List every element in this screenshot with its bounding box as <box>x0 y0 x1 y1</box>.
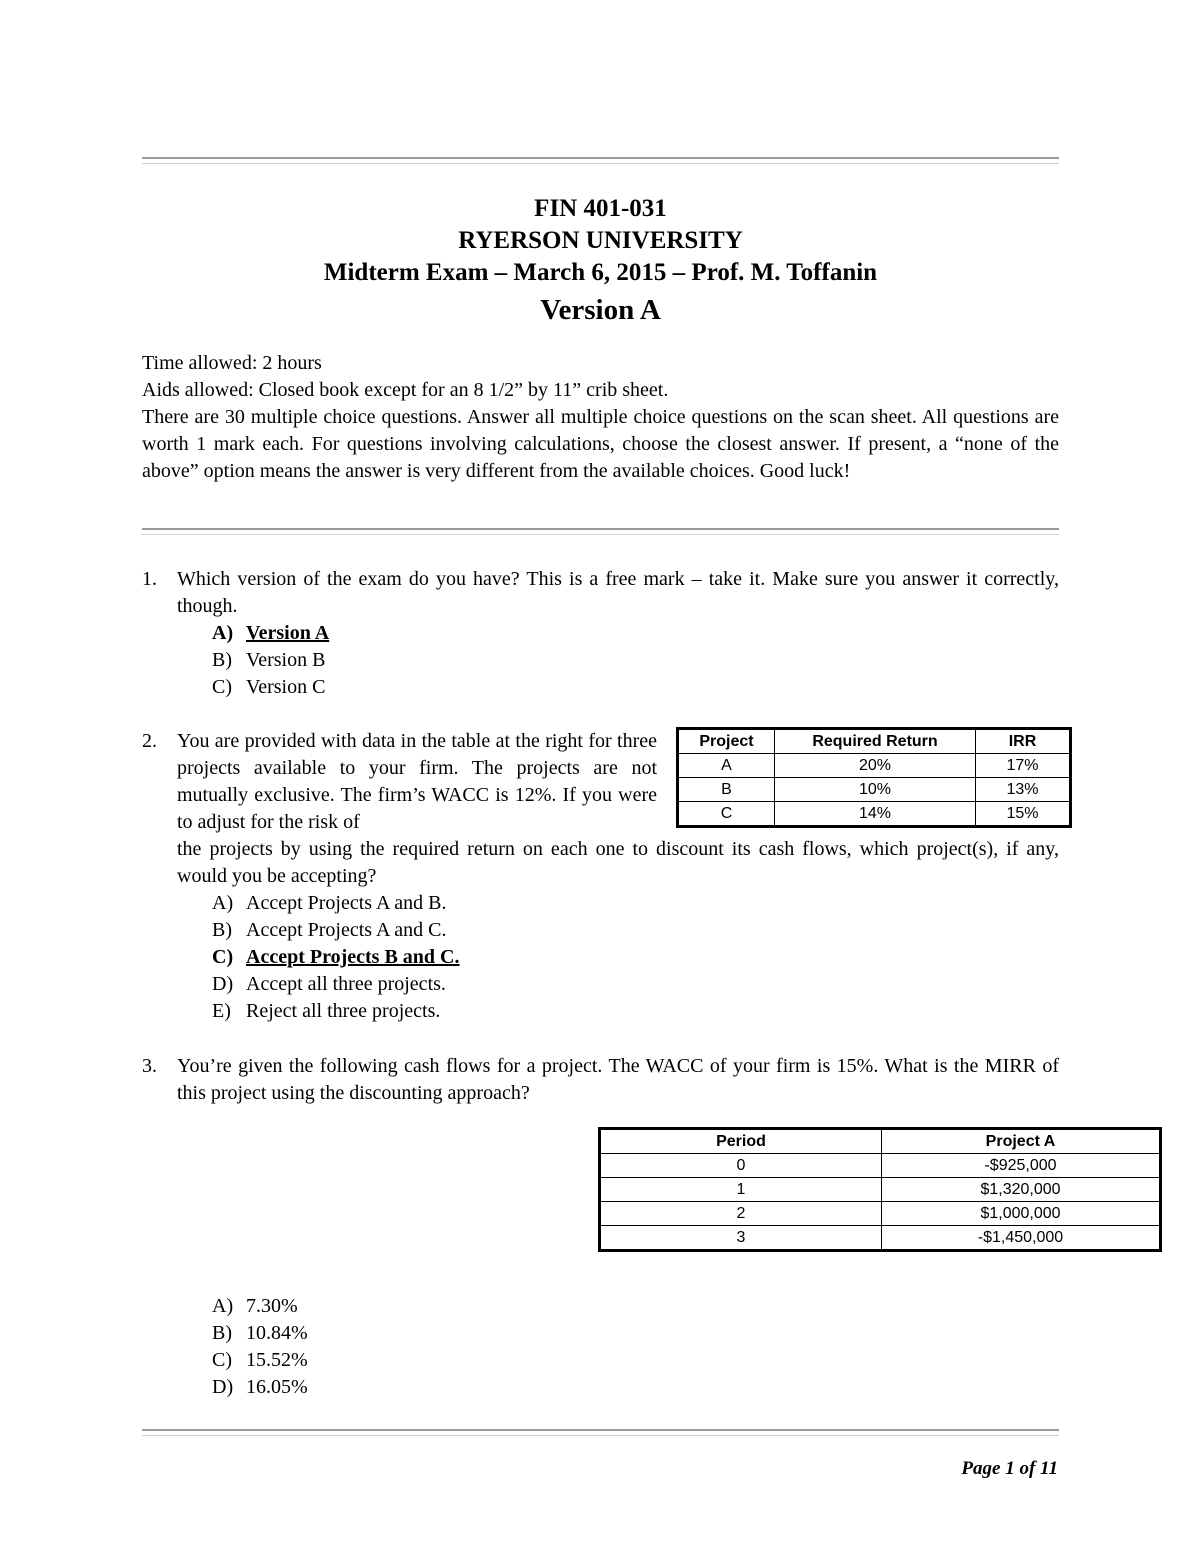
question-text: You’re given the following cash flows for a project. The WACC of your firm is 15%. What is the MIRR of this project using the discounting approach? <box>177 1055 1059 1104</box>
option-c: C) Accept Projects B and C. <box>212 946 460 968</box>
course-code: FIN 401-031 <box>534 195 667 222</box>
question-number: 3. <box>142 1055 157 1077</box>
exam-title: Midterm Exam – March 6, 2015 – Prof. M. Toffanin <box>323 259 878 286</box>
table-row <box>600 1202 1161 1226</box>
question-3-options <box>142 1293 1059 1401</box>
table-row <box>600 1154 1161 1178</box>
table-cell: 10% <box>775 778 976 802</box>
table-row <box>678 778 1071 802</box>
option-a: A) Accept Projects A and B. <box>212 892 447 914</box>
question-text-wrapped: You are provided with data in the table at the right for three projects available to your firm. The projects are not mutually exclusive. The firm’s WACC is 12%. If you were to adjust for the risk of <box>177 730 657 833</box>
answer-options <box>212 620 1059 701</box>
answer-options <box>212 1293 1059 1401</box>
table-row <box>678 754 1071 778</box>
table-header: Project A <box>882 1129 1161 1154</box>
question-text: Which version of the exam do you have? This is a free mark – take it. Make sure you answer it correctly, though. <box>177 568 1059 617</box>
option-d: D) Accept all three projects. <box>212 973 446 995</box>
option-a: A) 7.30% <box>212 1295 298 1317</box>
question-3 <box>142 1053 1059 1107</box>
table-header-row <box>600 1129 1161 1154</box>
table-header: IRR <box>976 729 1071 754</box>
option-d: D) 16.05% <box>212 1376 308 1398</box>
table-cell: 14% <box>775 802 976 827</box>
question-number: 2. <box>142 730 157 752</box>
intro-divider <box>142 528 1059 535</box>
bottom-divider <box>142 1429 1059 1436</box>
table-cell: 20% <box>775 754 976 778</box>
question-text-continued: the projects by using the required return on each one to discount its cash flows, which project(s), if any, would you be accepting? <box>177 838 1059 887</box>
option-e: E) Reject all three projects. <box>212 1000 441 1022</box>
projects-table <box>676 727 1072 828</box>
option-c: C) Version C <box>212 676 326 698</box>
table-cell: $1,000,000 <box>882 1202 1161 1226</box>
table-header-row <box>678 729 1071 754</box>
table-cell: C <box>678 802 775 827</box>
table-header: Project <box>678 729 775 754</box>
answer-options <box>212 890 1059 1025</box>
university-name: RYERSON UNIVERSITY <box>458 227 743 254</box>
top-divider <box>142 157 1059 164</box>
option-b: B) Version B <box>212 649 326 671</box>
table-cell: -$1,450,000 <box>882 1226 1161 1251</box>
option-b: B) Accept Projects A and C. <box>212 919 447 941</box>
table-cell: 3 <box>600 1226 882 1251</box>
instructions-text: There are 30 multiple choice questions. Answer all multiple choice questions on the scan sheet. All questions are worth 1 mark each. For questions involving calculations, choose the closest answer. If present, a “none of the above” option means the answer is very different from the available choices. Good luck! <box>142 406 1059 482</box>
table-cell: $1,320,000 <box>882 1178 1161 1202</box>
table-row <box>600 1178 1161 1202</box>
table-cell: -$925,000 <box>882 1154 1161 1178</box>
cash-flow-table <box>598 1127 1162 1252</box>
table-cell: 0 <box>600 1154 882 1178</box>
question-1 <box>142 566 1059 701</box>
instructions <box>142 350 1059 485</box>
aids-allowed: Aids allowed: Closed book except for an 8 1/2” by 11” crib sheet. <box>142 379 669 401</box>
table-row <box>600 1226 1161 1251</box>
question-number: 1. <box>142 568 157 590</box>
exam-header <box>142 193 1059 331</box>
table-cell: A <box>678 754 775 778</box>
table-cell: 13% <box>976 778 1071 802</box>
table-cell: 17% <box>976 754 1071 778</box>
table-header: Required Return <box>775 729 976 754</box>
table-header: Period <box>600 1129 882 1154</box>
table-row <box>678 802 1071 827</box>
option-b: B) 10.84% <box>212 1322 308 1344</box>
table-cell: 1 <box>600 1178 882 1202</box>
table-cell: 2 <box>600 1202 882 1226</box>
option-c: C) 15.52% <box>212 1349 308 1371</box>
table-cell: 15% <box>976 802 1071 827</box>
table-cell: B <box>678 778 775 802</box>
option-a: A) Version A <box>212 622 330 644</box>
time-allowed: Time allowed: 2 hours <box>142 352 322 374</box>
page-number: Page 1 of 11 <box>961 1458 1058 1479</box>
exam-version: Version A <box>540 294 661 326</box>
